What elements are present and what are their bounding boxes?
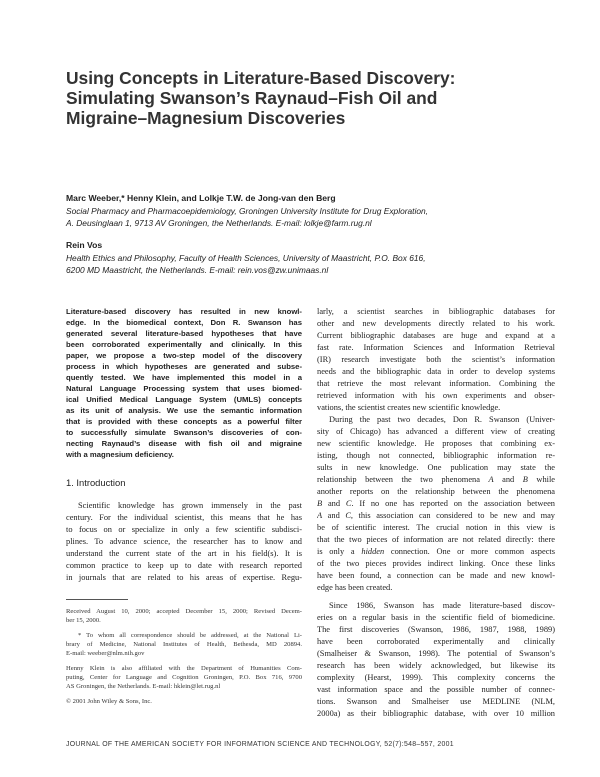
abstract-line: as its unit of analysis. We use the semantic information — [66, 406, 302, 415]
body-line: larly, a scientist searches in bibliographic databases for — [317, 307, 555, 316]
footnotes — [66, 607, 302, 706]
author-list: Marc Weeber,* Henny Klein, and Lolkje T.W. de Jong-van den Berg — [66, 193, 336, 203]
body-line: Since 1986, Swanson has made literature-based discov- — [329, 601, 555, 610]
section-heading: 1. Introduction — [66, 477, 126, 488]
variable-a: A — [488, 475, 494, 484]
body-line: be of scientific interest. The crucial notion in this view is — [317, 523, 555, 532]
intro-line: in journals that are related to his areas of expertise. Regu- — [66, 573, 302, 582]
body-line: retrieved information with his own experiments and obser- — [317, 391, 555, 400]
body-line — [317, 498, 555, 510]
emphasis: hidden — [361, 547, 385, 556]
footnote-line: brary of Medicine, National Institutes of Health, Bethesda, MD 20894. — [66, 641, 302, 648]
abstract-line: edge. In the biomedical context, Don R. Swanson has — [66, 318, 302, 327]
footnote-line: puting, Center for Language and Cognition Groningen, P.O. Box 716, 9700 — [66, 674, 302, 681]
abstract-line: Natural Language Processing system that uses biomed- — [66, 384, 302, 393]
abstract-line: to successfully simulate Swanson’s discoveries of con- — [66, 428, 302, 437]
variable-b: B — [522, 475, 528, 484]
body-line: The first discoveries (Swanson, 1986, 1987, 1988, 1989) — [317, 625, 555, 634]
text-span: and — [322, 499, 346, 508]
body-line: vast information space and the possible number of connec- — [317, 685, 555, 694]
body-line: During the past two decades, Don R. Swanson (Univer- — [329, 415, 555, 424]
copyright-line: © 2001 John Wiley & Sons, Inc. — [66, 698, 152, 705]
body-line: vations, the scientist creates new scientific knowledge. — [317, 403, 501, 412]
intro-line: to focus on or specialize in only a few scientific subdisci- — [66, 525, 302, 534]
body-line: fast rate. Information Sciences and Information Retrieval — [317, 343, 555, 352]
paragraph — [317, 600, 555, 720]
affiliation-line: 6200 MD Maastricht, the Netherlands. E-mail: rein.vos@zw.unimaas.nl — [66, 265, 329, 275]
body-line: other and new developments directly related to his work. — [317, 319, 555, 328]
affiliation-line: Social Pharmacy and Pharmacoepidemiology, Groningen University Institute for Drug Exploration, — [66, 206, 429, 216]
abstract-line: been corroborated experimentally and clinically. In this — [66, 340, 302, 349]
abstract-line: with a magnesium deficiency. — [66, 450, 174, 459]
affiliation-2 — [66, 252, 546, 276]
body-line: edge has been created. — [317, 583, 393, 592]
text-span: and — [493, 475, 523, 484]
body-line: have been corroborated experimentally and clinically — [317, 637, 555, 646]
variable-b: B — [317, 499, 323, 508]
abstract-line: process in which hypotheses are generated and subse- — [66, 362, 302, 371]
text-span: relationship between the two phenomena — [317, 475, 489, 484]
body-line: that the two pieces of information are not related directly: there — [317, 535, 555, 544]
abstract-line: necting Raynaud’s disease with fish oil and migraine — [66, 439, 302, 448]
abstract-line: that is provided with these concepts as a powerful filter — [66, 417, 302, 426]
author-2: Rein Vos — [66, 240, 103, 250]
body-line: have been found, a connection can be made and new knowl- — [317, 571, 555, 580]
footnote-line: ber 15, 2000. — [66, 617, 101, 624]
variable-c: C — [345, 499, 352, 508]
text-span: while — [527, 475, 555, 484]
intro-paragraph — [66, 500, 302, 584]
footnote-line: AS Groningen, the Netherlands. E-mail: hklein@let.rug.nl — [66, 683, 221, 690]
variable-a: A — [317, 511, 323, 520]
text-span: . If no one has reported on the association between — [351, 499, 555, 508]
title-line: Simulating Swanson’s Raynaud–Fish Oil and — [66, 88, 438, 108]
body-line: (Smalheiser & Swanson, 1998). The potential of Swanson’s — [317, 649, 555, 658]
body-line: 2000a) as their bibliographic database, with over 10 million — [317, 709, 555, 718]
left-column — [66, 306, 302, 706]
body-line — [317, 546, 555, 558]
affiliation-line: Health Ethics and Philosophy, Faculty of Health Sciences, University of Maastricht, P.O. Box 616, — [66, 253, 426, 263]
body-line — [317, 510, 555, 522]
affiliation-1 — [66, 205, 546, 229]
intro-line: century. For the individual scientist, this means that he has — [66, 513, 302, 522]
affiliation-line: A. Deusinglaan 1, 9713 AV Groningen, the Netherlands. E-mail: lolkje@farm.rug.nl — [66, 218, 372, 228]
right-column — [317, 306, 555, 720]
text-span: , this association can considered to be new and may — [350, 511, 555, 520]
body-line — [317, 474, 555, 486]
footnote-line: Received August 10, 2000; accepted December 15, 2000; Revised Decem- — [66, 608, 302, 615]
footnote-line: E-mail: weeber@nlm.nih.gov — [66, 650, 145, 657]
text-span: is only a — [317, 547, 362, 556]
body-line: isting, though not connected, bibliographic information re- — [317, 451, 555, 460]
footnote-divider — [66, 599, 128, 600]
body-line: of the two pieces provides indirect linking. Once these links — [317, 559, 555, 568]
variable-c: C — [345, 511, 351, 520]
body-line: (IR) research investigate both the scientist’s information — [317, 355, 555, 364]
title-line: Migraine–Magnesium Discoveries — [66, 108, 346, 128]
body-line: sults in new knowledge. One publication may state the — [317, 463, 555, 472]
body-line: eries on a regular basis in the scientific field of biomedicine. — [317, 613, 555, 622]
intro-line: common practice to keep up to date with research reported — [66, 561, 302, 570]
footnote-line: * To whom all correspondence should be addressed, at the National Li- — [78, 632, 302, 639]
intro-line: understand the current state of the art in his field(s). It is — [66, 549, 302, 558]
body-line: that retrieve the most relevant information. Combining the — [317, 379, 555, 388]
body-line: research has been widely acknowledged, but likewise its — [317, 661, 555, 670]
paragraph — [317, 306, 555, 414]
paper-title — [66, 68, 546, 128]
abstract — [66, 306, 302, 460]
body-line: sity of Chicago) has advanced a different view of creating — [317, 427, 555, 436]
intro-line: plines. To advance science, the researcher has to know and — [66, 537, 302, 546]
journal-citation: JOURNAL OF THE AMERICAN SOCIETY FOR INFORMATION SCIENCE AND TECHNOLOGY, 52(7):548–557, 2001 — [66, 741, 454, 748]
paragraph — [317, 414, 555, 594]
abstract-line: generated several literature-based hypotheses that have — [66, 329, 302, 338]
abstract-line: Literature-based discovery has resulted in new knowl- — [66, 307, 302, 316]
abstract-line: ical Unified Medical Language System (UMLS) concepts — [66, 395, 302, 404]
body-line: needs and the bibliographic data in order to develop systems — [317, 367, 555, 376]
title-line: Using Concepts in Literature-Based Discovery: — [66, 68, 456, 88]
body-line: another reports on the relationship between the phenomena — [317, 487, 555, 496]
body-line: new scientific knowledge. He proposes that combining ex- — [317, 439, 555, 448]
intro-line: Scientific knowledge has grown immensely in the past — [78, 501, 302, 510]
body-line: tions. Swanson and Smalheiser use MEDLINE (NLM, — [317, 697, 555, 706]
body-line: Current bibliographic databases are huge and expand at a — [317, 331, 555, 340]
body-line: complexity (Hearst, 1999). This complexity concerns the — [317, 673, 555, 682]
abstract-line: paper, we propose a two-step model of the discovery — [66, 351, 302, 360]
abstract-line: quently tested. We have implemented this model in a — [66, 373, 302, 382]
text-span: and — [322, 511, 346, 520]
footnote-line: Henny Klein is also affiliated with the Department of Humanities Com- — [66, 665, 302, 672]
text-span: connection. One or more common aspects — [384, 547, 555, 556]
